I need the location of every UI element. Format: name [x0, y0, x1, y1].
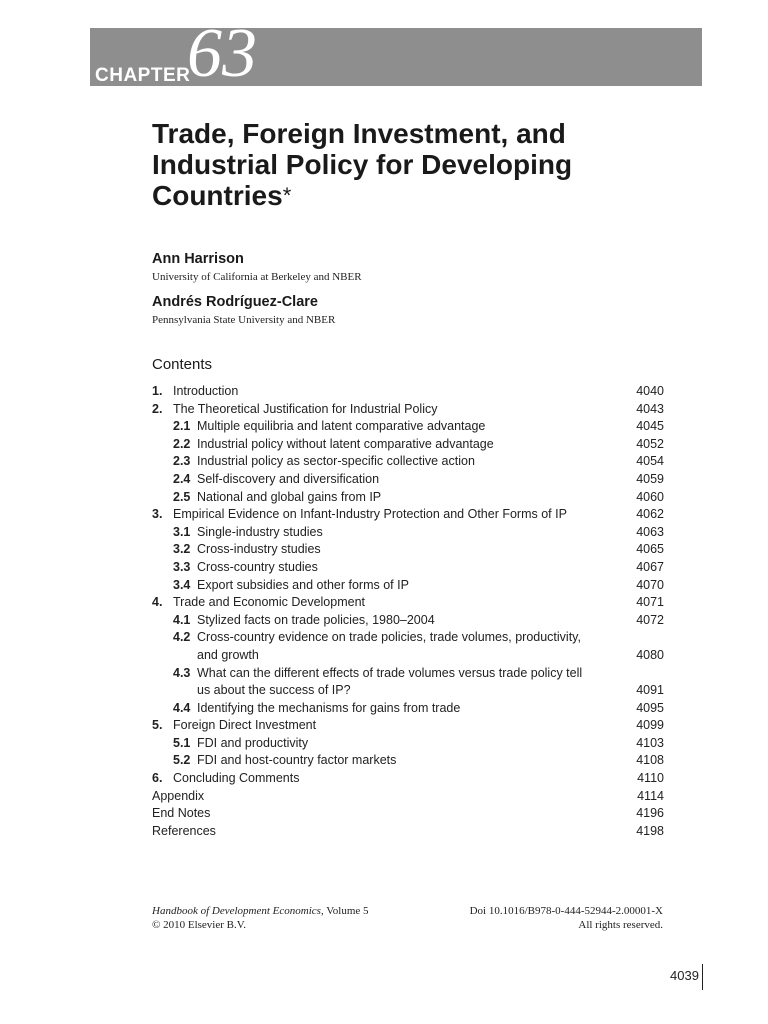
- toc-entry-page: 4070: [636, 577, 664, 592]
- toc-entry-label-line: Stylized facts on trade policies, 1980–2004: [197, 612, 435, 627]
- toc-entry-label: [152, 805, 210, 823]
- toc-entry-label-line: Introduction: [173, 384, 239, 398]
- toc-entry-label-line: Appendix: [152, 788, 205, 803]
- toc-entry-page: 4063: [636, 524, 664, 539]
- toc-entry-page: 4071: [636, 595, 664, 610]
- toc-entry-number: 4.1: [173, 612, 191, 627]
- toc-entry-label: [173, 770, 299, 788]
- toc-entry-label: [197, 418, 597, 436]
- toc-entry-number: 2.: [152, 401, 163, 416]
- toc-entry-label: [197, 665, 597, 700]
- toc-entry-page: 4072: [636, 612, 664, 627]
- chapter-number: 63: [187, 15, 257, 92]
- toc-entry-label: [197, 700, 597, 718]
- book-title: Handbook of Development Economics: [152, 905, 321, 917]
- toc-entry-number: 2.5: [173, 489, 191, 504]
- toc-entry-label: [197, 629, 597, 664]
- toc-entry-label-line: Self-discovery and diversification: [197, 471, 380, 486]
- toc-entry-label-line: us about the success of IP?: [197, 683, 351, 698]
- toc-entry[interactable]: [152, 700, 664, 718]
- toc-entry-label: [152, 788, 204, 806]
- toc-entry-number: 3.3: [173, 559, 191, 574]
- toc-entry[interactable]: [152, 541, 664, 559]
- toc-entry-label-line: Export subsidies and other forms of IP: [197, 577, 409, 592]
- toc-entry-page: 4198: [636, 823, 664, 838]
- toc-entry-page: 4045: [636, 419, 664, 434]
- author-affiliation: University of California at Berkeley and NBER: [152, 271, 362, 283]
- toc-entry-label-line: FDI and productivity: [197, 735, 309, 750]
- toc-entry[interactable]: [152, 383, 664, 401]
- toc-entry-label: [197, 453, 597, 471]
- toc-entry[interactable]: [152, 524, 664, 542]
- toc-entry[interactable]: [152, 735, 664, 753]
- toc-entry[interactable]: [152, 665, 664, 700]
- toc-entry-label-line: Concluding Comments: [173, 771, 300, 786]
- toc-entry-page: 4099: [636, 718, 664, 733]
- toc-entry[interactable]: [152, 418, 664, 436]
- toc-entry[interactable]: [152, 471, 664, 489]
- toc-entry-label-line: Multiple equilibria and latent comparative advantage: [197, 419, 486, 434]
- contents-heading: Contents: [152, 356, 213, 373]
- toc-entry[interactable]: [152, 489, 664, 507]
- chapter-title: [152, 118, 672, 211]
- toc-entry-label: [197, 559, 597, 577]
- toc-entry-page: 4067: [636, 559, 664, 574]
- title-footnote-mark: *: [282, 183, 292, 208]
- toc-entry-label-line: End Notes: [152, 806, 211, 821]
- toc-entry-number: 2.2: [173, 436, 191, 451]
- toc-entry-label: [173, 401, 437, 419]
- toc-entry-page: 4108: [636, 753, 664, 768]
- toc-entry-label: [197, 752, 597, 770]
- toc-entry-label-line: Cross-country evidence on trade policies, trade volumes, productivity,: [197, 630, 581, 645]
- toc-entry-label-line: National and global gains from IP: [197, 489, 382, 504]
- toc-entry-label: [197, 735, 597, 753]
- footer-doi: [470, 904, 663, 932]
- toc-entry-number: 4.: [152, 595, 163, 610]
- toc-entry-label-line: Industrial policy without latent comparative advantage: [197, 436, 494, 451]
- footer-citation: [152, 904, 369, 932]
- toc-entry-label: [173, 717, 316, 735]
- toc-entry-number: 5.2: [173, 753, 191, 768]
- toc-entry-label-line: The Theoretical Justification for Industrial Policy: [173, 401, 438, 416]
- toc-entry-number: 3.4: [173, 577, 191, 592]
- toc-entry-page: 4110: [637, 771, 664, 786]
- toc-entry-page: 4196: [636, 806, 664, 821]
- toc-entry[interactable]: [152, 401, 664, 419]
- toc-entry-label-line: Empirical Evidence on Infant-Industry Protection and Other Forms of IP: [173, 507, 567, 522]
- toc-entry-label-line: FDI and host-country factor markets: [197, 753, 397, 768]
- toc-entry-number: 4.3: [173, 665, 191, 680]
- toc-entry[interactable]: [152, 612, 664, 630]
- toc-entry-label-line: Trade and Economic Development: [173, 595, 365, 610]
- toc-entry-page: 4062: [636, 507, 664, 522]
- toc-entry-page: 4103: [636, 735, 664, 750]
- page-number: 4039: [670, 968, 699, 983]
- toc-entry[interactable]: [152, 629, 664, 664]
- toc-entry[interactable]: [152, 805, 664, 823]
- toc-entry-page: 4059: [636, 471, 664, 486]
- toc-entry-page: 4095: [636, 700, 664, 715]
- toc-entry-label: [197, 436, 597, 454]
- table-of-contents: [152, 383, 664, 840]
- toc-entry-number: 6.: [152, 771, 163, 786]
- toc-entry-label-line: Cross-country studies: [197, 559, 318, 574]
- toc-entry[interactable]: [152, 752, 664, 770]
- toc-entry-label: [197, 489, 597, 507]
- toc-entry-number: 4.4: [173, 700, 191, 715]
- toc-entry[interactable]: [152, 717, 664, 735]
- toc-entry-number: 5.1: [173, 735, 191, 750]
- toc-entry[interactable]: [152, 770, 664, 788]
- toc-entry[interactable]: [152, 559, 664, 577]
- toc-entry-number: 2.4: [173, 471, 191, 486]
- toc-entry-page: 4060: [636, 489, 664, 504]
- toc-entry-number: 3.: [152, 507, 163, 522]
- toc-entry-label-line: Foreign Direct Investment: [173, 718, 317, 733]
- toc-entry-label: [173, 594, 365, 612]
- toc-entry-label: [173, 506, 567, 524]
- copyright: © 2010 Elsevier B.V.: [152, 919, 247, 931]
- rights: All rights reserved.: [578, 919, 663, 931]
- toc-entry-label: [197, 524, 597, 542]
- toc-entry-number: 2.3: [173, 454, 191, 469]
- toc-entry-label-line: What can the different effects of trade volumes versus trade policy tell: [197, 665, 583, 680]
- toc-entry-number: 2.1: [173, 419, 191, 434]
- toc-entry-label-line: Industrial policy as sector-specific collective action: [197, 454, 475, 469]
- toc-entry-page: 4080: [636, 647, 664, 662]
- toc-entry-label-line: Identifying the mechanisms for gains from trade: [197, 700, 461, 715]
- toc-entry[interactable]: [152, 788, 664, 806]
- toc-entry-label-line: References: [152, 823, 216, 838]
- toc-entry-page: 4065: [636, 542, 664, 557]
- toc-entry-label-line: Single-industry studies: [197, 524, 323, 539]
- author-affiliation: Pennsylvania State University and NBER: [152, 314, 336, 326]
- toc-entry[interactable]: [152, 577, 664, 595]
- volume: , Volume 5: [320, 905, 369, 917]
- doi: Doi 10.1016/B978-0-444-52944-2.00001-X: [469, 905, 663, 917]
- author-name: Ann Harrison: [152, 251, 244, 267]
- toc-entry-label: [197, 577, 597, 595]
- toc-entry-page: 4043: [636, 401, 664, 416]
- toc-entry-label-line: and growth: [197, 647, 259, 662]
- toc-entry-label: [197, 471, 597, 489]
- toc-entry-number: 3.2: [173, 542, 191, 557]
- chapter-title-text: Trade, Foreign Investment, and Industrial Policy for Developing Countries: [152, 118, 573, 211]
- toc-entry-number: 4.2: [173, 630, 191, 645]
- toc-entry-page: 4052: [636, 436, 664, 451]
- toc-entry-number: 3.1: [173, 524, 191, 539]
- toc-entry[interactable]: [152, 453, 664, 471]
- toc-entry-page: 4054: [636, 454, 664, 469]
- toc-entry-page: 4091: [636, 683, 664, 698]
- toc-entry-label: [197, 541, 597, 559]
- toc-entry-label: [152, 823, 216, 841]
- toc-entry-number: 1.: [152, 384, 163, 398]
- toc-entry[interactable]: [152, 506, 664, 524]
- toc-entry-label: [173, 383, 238, 401]
- toc-entry-page: 4040: [636, 384, 664, 398]
- toc-entry[interactable]: [152, 823, 664, 841]
- toc-entry-label: [197, 612, 597, 630]
- chapter-label: CHAPTER: [95, 65, 191, 86]
- toc-entry[interactable]: [152, 436, 664, 454]
- toc-entry[interactable]: [152, 594, 664, 612]
- toc-entry-page: 4114: [637, 788, 664, 803]
- toc-entry-number: 5.: [152, 718, 163, 733]
- author-name: Andrés Rodríguez-Clare: [152, 294, 318, 310]
- page-number-rule: [702, 964, 703, 990]
- toc-entry-label-line: Cross-industry studies: [197, 542, 321, 557]
